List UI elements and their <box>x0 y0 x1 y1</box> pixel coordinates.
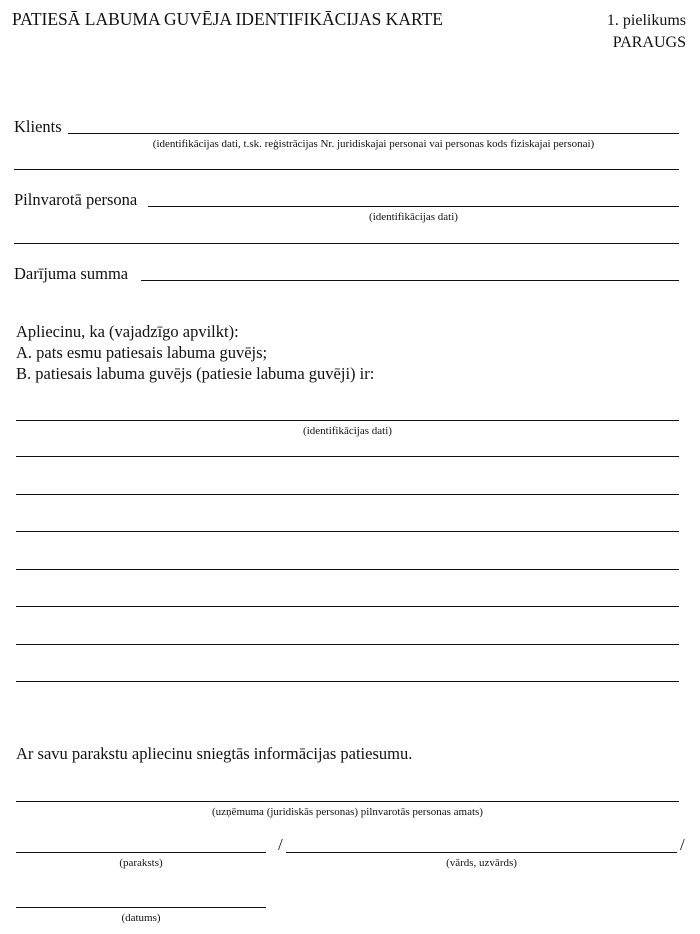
beneficiary-line-7[interactable] <box>16 644 679 645</box>
beneficiary-caption: (identifikācijas dati) <box>303 425 392 437</box>
beneficiary-line-6[interactable] <box>16 606 679 607</box>
signature-caption: (paraksts) <box>119 857 163 869</box>
slash-right: / <box>680 835 685 854</box>
beneficiary-line-2[interactable] <box>16 456 679 457</box>
option-b[interactable]: B. patiesais labuma guvējs (patiesie labuma guvēji) ir: <box>16 364 375 383</box>
signature-statement: Ar savu parakstu apliecinu sniegtās informācijas patiesumu. <box>16 744 413 763</box>
amount-input-line[interactable] <box>141 280 679 281</box>
option-a[interactable]: A. pats esmu patiesais labuma guvējs; <box>16 343 268 362</box>
date-caption: (datums) <box>121 912 161 924</box>
client-input-line-2[interactable] <box>14 169 679 170</box>
beneficiary-line-3[interactable] <box>16 494 679 495</box>
client-input-line[interactable] <box>68 133 679 134</box>
position-caption: (uzņēmuma (juridiskās personas) pilnvarotās personas amats) <box>212 806 483 818</box>
name-input-line[interactable] <box>286 852 677 853</box>
name-caption: (vārds, uzvārds) <box>446 857 517 869</box>
representative-label: Pilnvarotā persona <box>14 190 138 209</box>
date-input-line[interactable] <box>16 907 266 908</box>
representative-input-line-2[interactable] <box>14 243 679 244</box>
certify-intro: Apliecinu, ka (vajadzīgo apvilkt): <box>16 322 239 341</box>
representative-input-line[interactable] <box>148 206 679 207</box>
slash-left: / <box>278 835 283 854</box>
signature-input-line[interactable] <box>16 852 266 853</box>
page-title: PATIESĀ LABUMA GUVĒJA IDENTIFIKĀCIJAS KARTE <box>12 9 443 29</box>
amount-label: Darījuma summa <box>14 264 129 283</box>
beneficiary-line-1[interactable] <box>16 420 679 421</box>
sample-label: PARAUGS <box>612 34 686 51</box>
annex-number: 1. pielikums <box>606 12 686 29</box>
client-label: Klients <box>14 117 62 136</box>
client-caption: (identifikācijas dati, t.sk. reģistrācijas Nr. juridiskajai personai vai personas kods fiziskajai personai) <box>152 138 595 150</box>
beneficiary-line-5[interactable] <box>16 569 679 570</box>
representative-caption: (identifikācijas dati) <box>369 211 458 223</box>
beneficiary-line-4[interactable] <box>16 531 679 532</box>
beneficiary-line-8[interactable] <box>16 681 679 682</box>
position-input-line[interactable] <box>16 801 679 802</box>
